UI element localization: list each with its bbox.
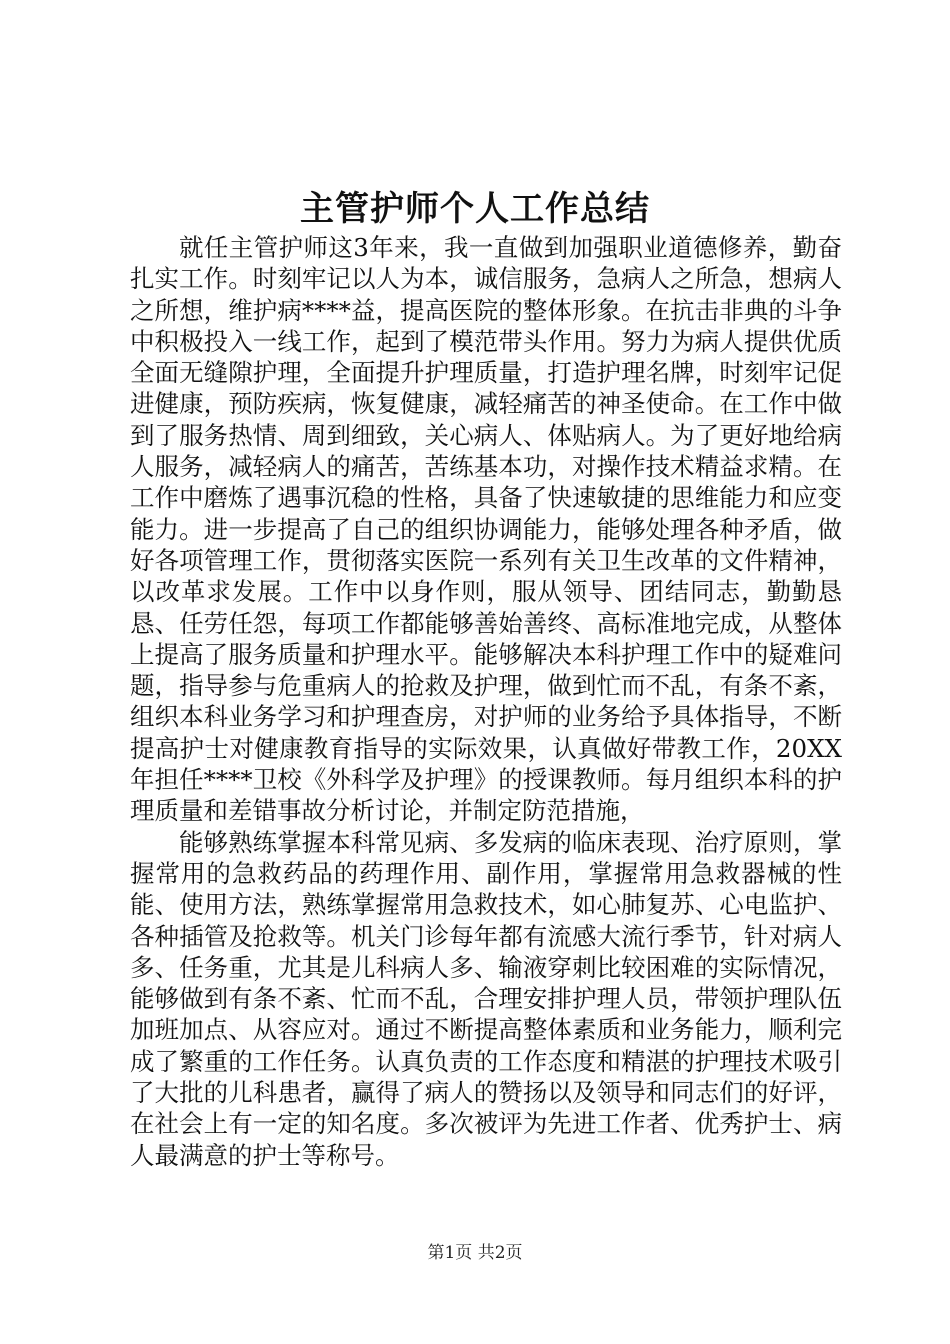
body-paragraph-2: 能够熟练掌握本科常见病、多发病的临床表现、治疗原则，掌握常用的急救药品的药理作用、副作用，掌握常用急救器械的性能、使用方法，熟练掌握常用急救技术，如心肺复苏、心电监护、各种插管及抢救等。机关门诊每年都有流感大流行季节，针对病人多、任务重，尤其是儿科病人多、输液穿刺比较困难的实际情况，能够做到有条不紊、忙而不乱，合理安排护理人员，带领护理队伍加班加点、从容应对。通过不断提高整体素质和业务能力，顺利完成了繁重的工作任务。认真负责的工作态度和精湛的护理技术吸引了大批的儿科患者，赢得了病人的赞扬以及领导和同志们的好评，在社会上有一定的知名度。多次被评为先进工作者、优秀护士、病人最满意的护士等称号。: [130, 827, 842, 1170]
document-title: 主管护师个人工作总结: [300, 189, 650, 229]
document-body: [130, 232, 842, 1171]
body-paragraph-1: 就任主管护师这3年来，我一直做到加强职业道德修养，勤奋扎实工作。时刻牢记以人为本，诚信服务，急病人之所急，想病人之所想，维护病****益，提高医院的整体形象。在抗击非典的斗争中积极投入一线工作，起到了模范带头作用。努力为病人提供优质全面无缝隙护理，全面提升护理质量，打造护理名牌，时刻牢记促进健康，预防疾病，恢复健康，减轻痛苦的神圣使命。在工作中做到了服务热情、周到细致，关心病人、体贴病人。为了更好地给病人服务，减轻病人的痛苦，苦练基本功，对操作技术精益求精。在工作中磨炼了遇事沉稳的性格，具备了快速敏捷的思维能力和应变能力。进一步提高了自己的组织协调能力，能够处理各种矛盾，做好各项管理工作，贯彻落实医院一系列有关卫生改革的文件精神，以改革求发展。工作中以身作则，服从领导、团结同志，勤勤恳恳、任劳任怨，每项工作都能够善始善终、高标准地完成，从整体上提高了服务质量和护理水平。能够解决本科护理工作中的疑难问题，指导参与危重病人的抢救及护理，做到忙而不乱，有条不紊，组织本科业务学习和护理查房，对护师的业务给予具体指导，不断提高护士对健康教育指导的实际效果，认真做好带教工作，20XX年担任****卫校《外科学及护理》的授课教师。每月组织本科的护理质量和差错事故分析讨论，并制定防范措施，: [130, 233, 842, 826]
page-number-footer: 第1页 共2页: [427, 1243, 523, 1263]
